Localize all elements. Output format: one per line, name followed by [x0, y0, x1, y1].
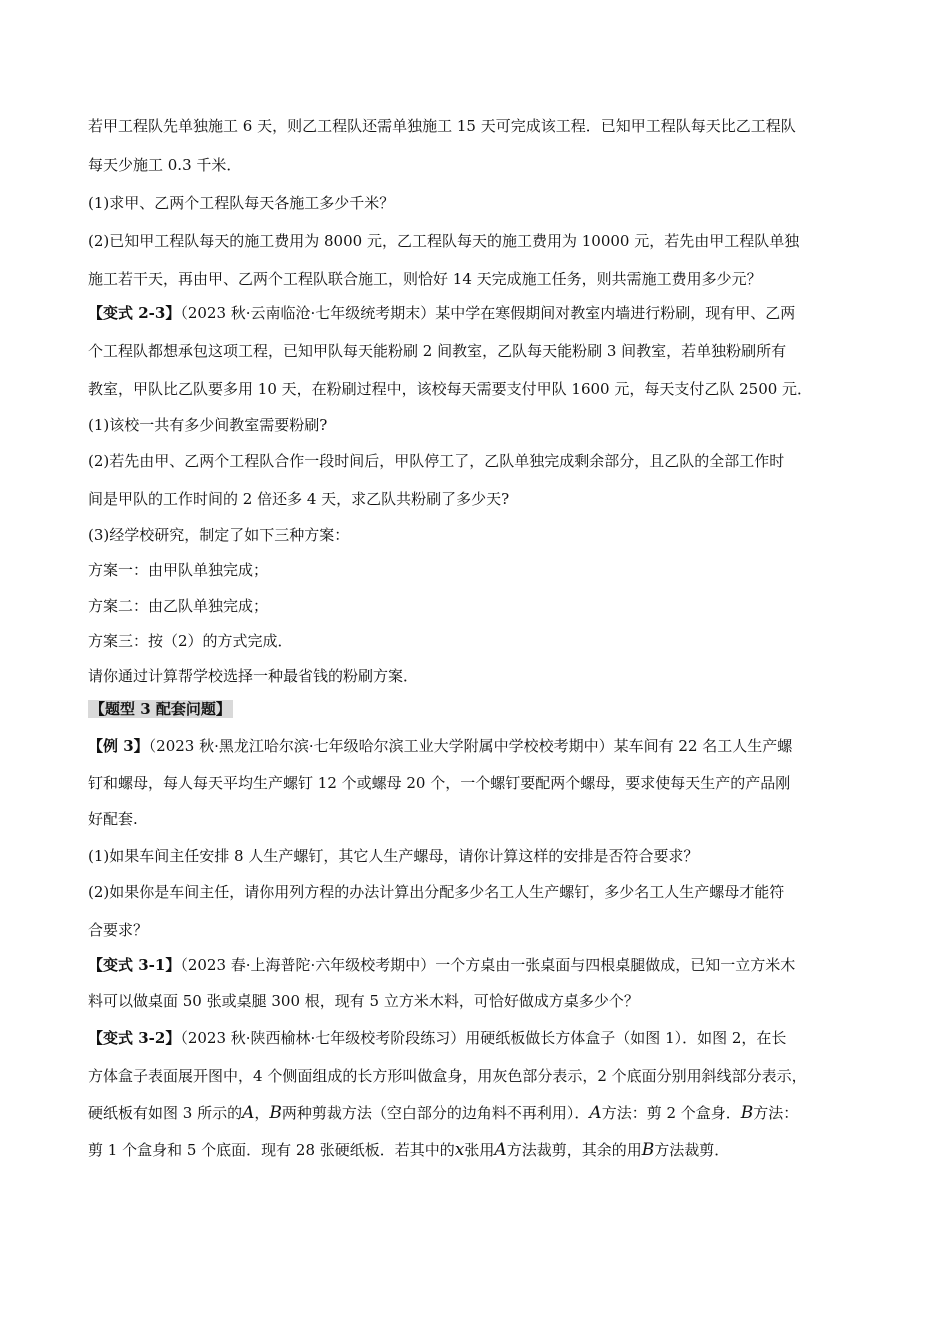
math-variable: B — [269, 1103, 282, 1123]
problem-label: 【变式 2-3】 — [88, 304, 181, 322]
section-heading: 【题型 3 配套问题】 — [90, 700, 231, 718]
question-line: (3)经学校研究，制定了如下三种方案： — [88, 526, 350, 544]
math-variable: B — [641, 1140, 655, 1160]
text-line: 教室，甲队比乙队要多用 10 天，在粉刷过程中，该校每天需要支付甲队 1600 元，每天支付乙队 2500 元． — [88, 380, 813, 398]
text-line: 若甲工程队先单独施工 6 天，则乙工程队还需单独施工 15 天可完成该工程．已知甲工程队每天比乙工程队 — [88, 117, 796, 135]
text-line: 钉和螺母，每人每天平均生产螺钉 12 个或螺母 20 个，一个螺钉要配两个螺母，要求使每天生产的产品刚 — [88, 774, 791, 792]
text-line: 请你通过计算帮学校选择一种最省钱的粉刷方案． — [88, 667, 419, 685]
text-line: 方体盒子表面展开图中，4 个侧面组成的长方形叫做盒身，用灰色部分表示，2 个底面分别用斜线部分表示， — [88, 1067, 807, 1085]
problem-label: 【变式 3-1】 — [88, 956, 181, 974]
problem-header-line: 【变式 3-2】（2023 秋·陕西榆林·七年级校考阶段练习）用硬纸板做长方体盒子（如图 1）．如图 2，在长 — [88, 1029, 787, 1047]
section-heading-line — [88, 699, 233, 719]
text-line: 料可以做桌面 50 张或桌腿 300 根，现有 5 立方米木料，可恰好做成方桌多少个？ — [88, 992, 639, 1010]
problem-header-line: 【变式 3-1】（2023 春·上海普陀·六年级校考期中）一个方桌由一张桌面与四根桌腿做成，已知一立方米木 — [88, 956, 796, 974]
text-line: 间是甲队的工作时间的 2 倍还多 4 天，求乙队共粉刷了多少天? — [88, 490, 510, 508]
question-line: (1)求甲、乙两个工程队每天各施工多少千米？ — [88, 194, 395, 212]
problem-header-line: 【变式 2-3】（2023 秋·云南临沧·七年级统考期末）某中学在寒假期间对教室内墙进行粉刷，现有甲、乙两 — [88, 304, 796, 322]
question-line: (2)若先由甲、乙两个工程队合作一段时间后，甲队停工了，乙队单独完成剩余部分，且乙队的全部工作时 — [88, 452, 785, 470]
text-line: 好配套. — [88, 810, 138, 828]
problem-header-line: 【例 3】（2023 秋·黑龙江哈尔滨·七年级哈尔滨工业大学附属中学校校考期中）某车间有 22 名工人生产螺 — [88, 737, 793, 755]
question-line: (2)如果你是车间主任，请你用列方程的办法计算出分配多少名工人生产螺钉，多少名工人生产螺母才能符 — [88, 883, 785, 901]
text-line: 每天少施工 0.3 千米． — [88, 156, 242, 174]
question-line: (1)该校一共有多少间教室需要粉刷? — [88, 416, 328, 434]
question-line: (1)如果车间主任安排 8 人生产螺钉，其它人生产螺母，请你计算这样的安排是否符合要求？ — [88, 847, 699, 865]
text-line: 个工程队都想承包这项工程，已知甲队每天能粉刷 2 间教室，乙队每天能粉刷 3 间教室，若单独粉刷所有 — [88, 342, 787, 360]
math-variable: A — [494, 1140, 507, 1160]
problem-label: 【例 3】 — [88, 737, 149, 755]
text-line: 剪 1 个盒身和 5 个底面．现有 28 张硬纸板．若其中的x张用A方法裁剪，其余的用B方法裁剪． — [88, 1140, 730, 1160]
text-line: 施工若干天，再由甲、乙两个工程队联合施工，则恰好 14 天完成施工任务，则共需施工费用多少元？ — [88, 270, 762, 288]
question-line: (2)已知甲工程队每天的施工费用为 8000 元，乙工程队每天的施工费用为 10000 元，若先由甲工程队单独 — [88, 232, 800, 250]
math-variable: B — [740, 1103, 754, 1123]
text-line: 合要求？ — [88, 921, 149, 939]
math-variable: A — [242, 1103, 255, 1123]
plan-line: 方案一：由甲队单独完成； — [88, 561, 269, 579]
plan-line: 方案二：由乙队单独完成； — [88, 597, 269, 615]
problem-label: 【变式 3-2】 — [88, 1029, 181, 1047]
math-variable: A — [589, 1103, 602, 1123]
math-variable: x — [454, 1140, 465, 1160]
text-line: 硬纸板有如图 3 所示的A，B两种剪裁方法（空白部分的边角料不再利用）．A方法：剪 2 个盒身．B方法： — [88, 1103, 799, 1123]
plan-line: 方案三：按（2）的方式完成． — [88, 632, 293, 650]
